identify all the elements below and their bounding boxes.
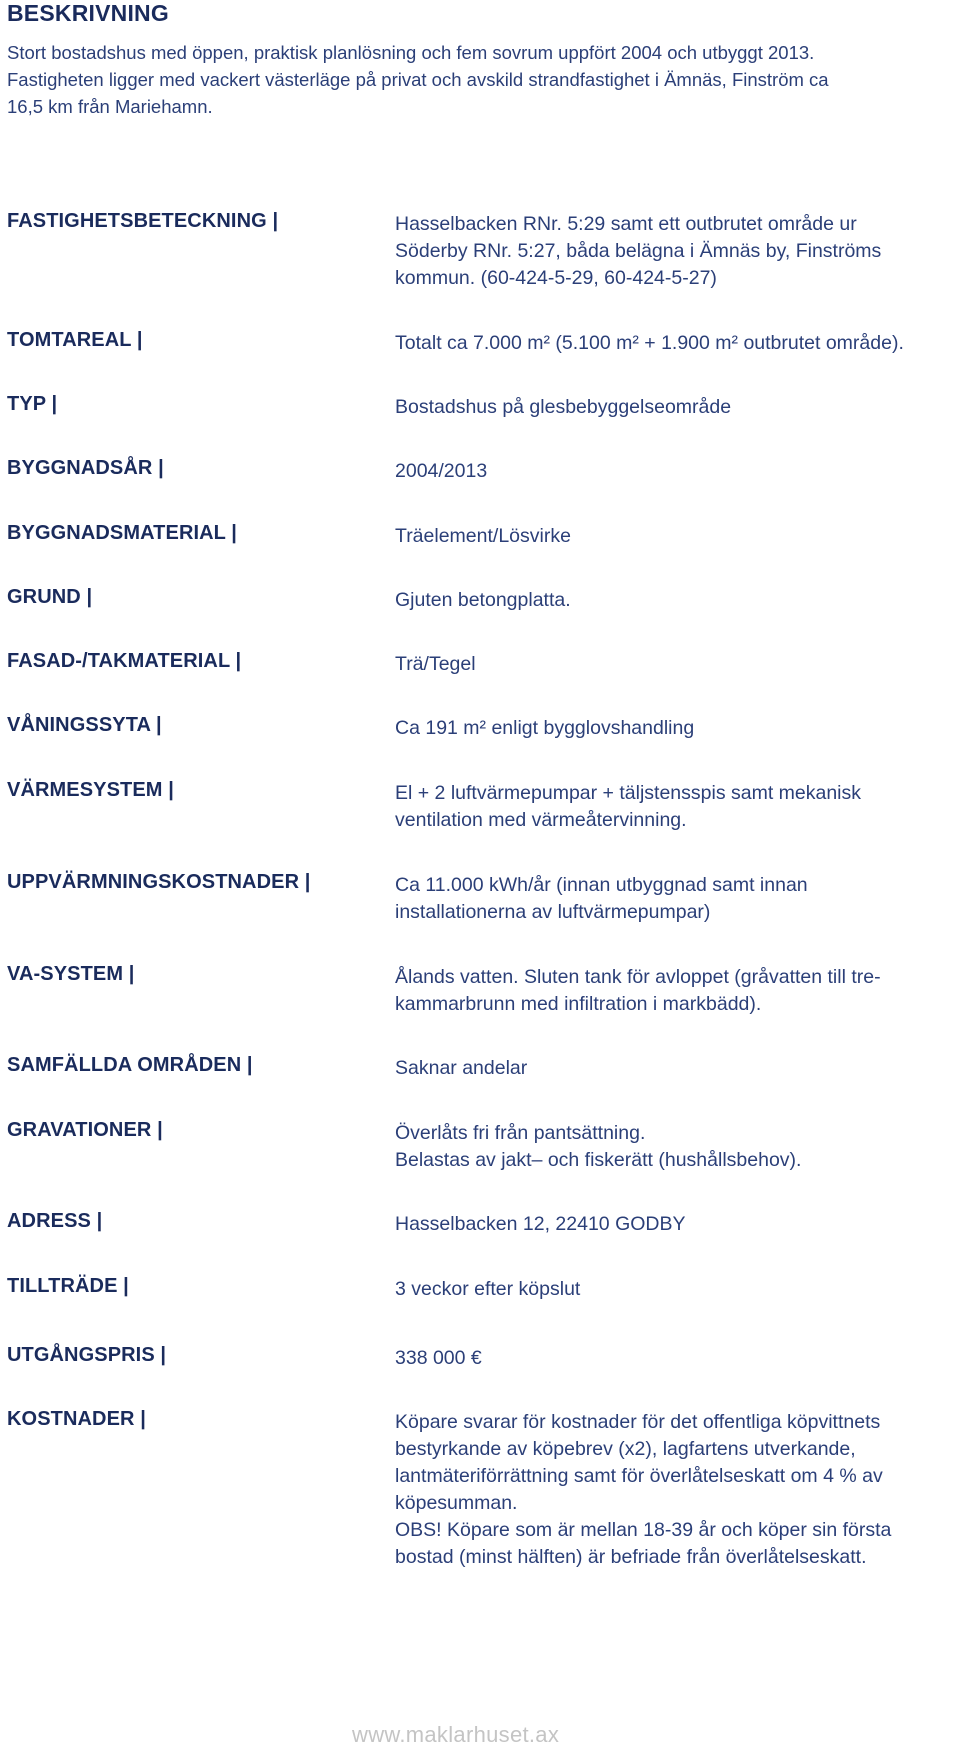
- row-value: [395, 964, 955, 1018]
- row-value: [395, 715, 955, 742]
- row-label: GRAVATIONER |: [7, 1119, 163, 1141]
- value-line: Hasselbacken RNr. 5:29 samt ett outbrutet område ur: [395, 213, 857, 235]
- row-value: [395, 1409, 955, 1571]
- row-value: [395, 1276, 955, 1303]
- row-value: [395, 780, 955, 834]
- row-label: VÅNINGSSYTA |: [7, 714, 162, 736]
- row-value: [395, 587, 955, 614]
- row-label: UPPVÄRMNINGSKOSTNADER |: [7, 871, 311, 893]
- row-label: TOMTAREAL |: [7, 329, 143, 351]
- intro-paragraph: [7, 39, 942, 120]
- value-line: Bostadshus på glesbebyggelseområde: [395, 396, 732, 418]
- row-label: FASAD-/TAKMATERIAL |: [7, 650, 242, 672]
- row-value: [395, 1055, 955, 1082]
- value-line: 2004/2013: [395, 460, 488, 482]
- row-label: VÄRMESYSTEM |: [7, 779, 174, 801]
- row-value: [395, 1211, 955, 1238]
- row-value: [395, 872, 955, 926]
- value-line: bestyrkande av köpebrev (x2), lagfartens utverkande,: [395, 1438, 856, 1460]
- row-value: [395, 1345, 955, 1372]
- value-line: ventilation med värmeåtervinning.: [395, 809, 687, 831]
- row-value: [395, 394, 955, 421]
- intro-line: Stort bostadshus med öppen, praktisk planlösning och fem sovrum uppfört 2004 och utbyggt 2013.: [7, 42, 815, 63]
- value-line: Söderby RNr. 5:27, båda belägna i Ämnäs by, Finströms: [395, 240, 882, 262]
- row-label: VA-SYSTEM |: [7, 963, 135, 985]
- row-label: TYP |: [7, 393, 58, 415]
- row-value: [395, 1120, 955, 1174]
- value-line: Köpare svarar för kostnader för det offentliga köpvittnets: [395, 1411, 881, 1433]
- row-label: BYGGNADSÅR |: [7, 457, 164, 479]
- value-line: OBS! Köpare som är mellan 18-39 år och köper sin första: [395, 1519, 892, 1541]
- value-line: lantmäteriförrättning samt för överlåtelseskatt om 4 % av: [395, 1465, 883, 1487]
- value-line: Trä/Tegel: [395, 653, 476, 675]
- row-label: KOSTNADER |: [7, 1408, 146, 1430]
- section-heading: BESKRIVNING: [7, 0, 169, 26]
- row-label: GRUND |: [7, 586, 93, 608]
- row-label: SAMFÄLLDA OMRÅDEN |: [7, 1054, 253, 1076]
- value-line: Totalt ca 7.000 m² (5.100 m² + 1.900 m² outbrutet område).: [395, 332, 904, 354]
- value-line: Träelement/Lösvirke: [395, 525, 571, 547]
- row-value: [395, 330, 955, 357]
- value-line: köpesumman.: [395, 1492, 518, 1514]
- value-line: El + 2 luftvärmepumpar + täljstensspis samt mekanisk: [395, 782, 862, 804]
- value-line: Hasselbacken 12, 22410 GODBY: [395, 1213, 686, 1235]
- value-line: installationerna av luftvärmepumpar): [395, 901, 711, 923]
- value-line: kammarbrunn med infiltration i markbädd).: [395, 993, 762, 1015]
- intro-line: Fastigheten ligger med vackert västerläge på privat och avskild strandfastighet i Ämnäs, Finström ca: [7, 69, 829, 90]
- row-label: TILLTRÄDE |: [7, 1275, 129, 1297]
- value-line: Ca 191 m² enligt bygglovshandling: [395, 717, 695, 739]
- row-label: ADRESS |: [7, 1210, 103, 1232]
- row-value: [395, 523, 955, 550]
- row-label: UTGÅNGSPRIS |: [7, 1344, 167, 1366]
- value-line: bostad (minst hälften) är befriade från överlåtelseskatt.: [395, 1546, 867, 1568]
- value-line: Överlåts fri från pantsättning.: [395, 1122, 646, 1144]
- row-value: [395, 651, 955, 678]
- value-line: 338 000 €: [395, 1347, 482, 1369]
- value-line: kommun. (60-424-5-29, 60-424-5-27): [395, 267, 717, 289]
- value-line: Ålands vatten. Sluten tank för avloppet (gråvatten till tre-: [395, 966, 881, 988]
- row-value: [395, 211, 955, 292]
- intro-line: 16,5 km från Mariehamn.: [7, 96, 213, 117]
- value-line: Belastas av jakt– och fiskerätt (hushållsbehov).: [395, 1149, 802, 1171]
- row-value: [395, 458, 955, 485]
- value-line: Gjuten betongplatta.: [395, 589, 571, 611]
- footer-website-link[interactable]: www.maklarhuset.ax: [352, 1722, 560, 1747]
- value-line: Saknar andelar: [395, 1057, 528, 1079]
- value-line: Ca 11.000 kWh/år (innan utbyggnad samt innan: [395, 874, 808, 896]
- value-line: 3 veckor efter köpslut: [395, 1278, 581, 1300]
- row-label: FASTIGHETSBETECKNING |: [7, 210, 279, 232]
- row-label: BYGGNADSMATERIAL |: [7, 522, 237, 544]
